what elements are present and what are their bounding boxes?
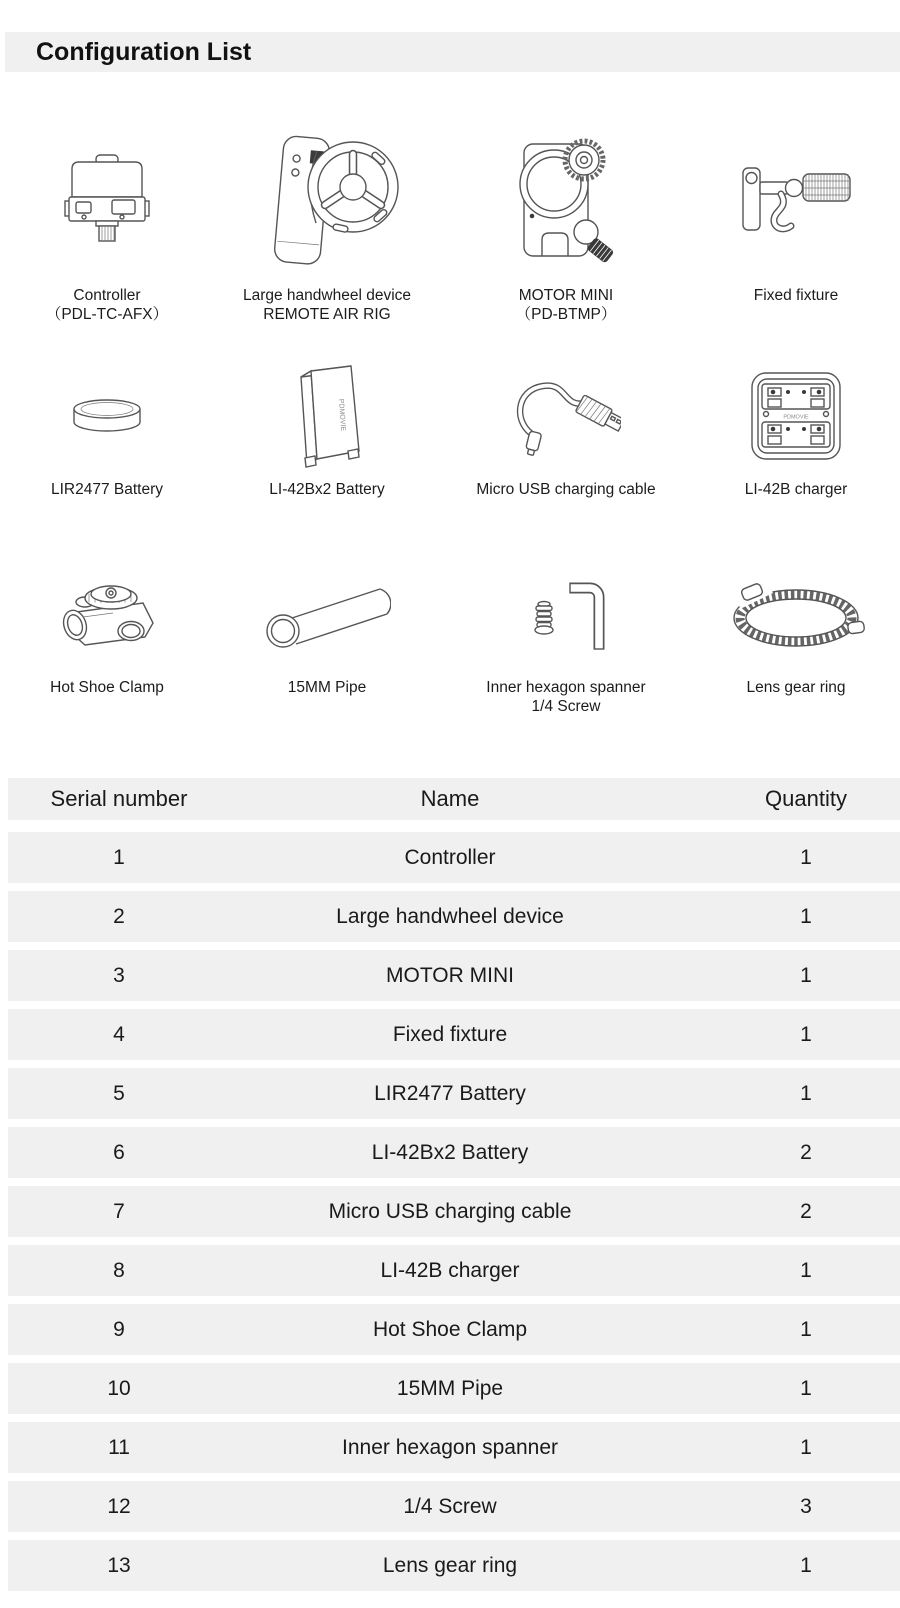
item-label: LI-42B charger	[744, 481, 848, 498]
serial-cell: 13	[107, 1553, 131, 1577]
page-title: Configuration List	[36, 38, 252, 66]
serial-cell: 3	[113, 963, 125, 987]
serial-cell: 12	[107, 1494, 131, 1518]
item-label: MOTOR MINI	[518, 287, 614, 304]
quantity-cell: 1	[800, 904, 812, 928]
name-cell: 1/4 Screw	[403, 1494, 497, 1518]
quantity-cell: 1	[800, 963, 812, 987]
item-pack-battery	[214, 358, 440, 500]
quantity-cell: 1	[800, 1081, 812, 1105]
table-row	[8, 950, 900, 1001]
quantity-cell: 1	[800, 1022, 812, 1046]
item-caption	[50, 678, 164, 697]
table-row	[8, 832, 900, 883]
item-sublabel: 1/4 Screw	[531, 698, 601, 715]
table-row	[8, 1009, 900, 1060]
hot-shoe-clamp-illustration-icon	[0, 562, 214, 672]
name-cell: MOTOR MINI	[386, 963, 514, 987]
item-charger	[692, 358, 900, 500]
pipe-illustration-icon	[214, 562, 440, 672]
items-row-1	[0, 120, 900, 323]
item-label: Fixed fixture	[753, 287, 839, 304]
serial-cell: 2	[113, 904, 125, 928]
table-row	[8, 1127, 900, 1178]
spanner-screw-illustration-icon	[440, 562, 692, 672]
item-motor-mini	[440, 120, 692, 324]
quantity-cell: 2	[800, 1199, 812, 1223]
item-caption	[476, 480, 655, 499]
quantity-cell: 1	[800, 845, 812, 869]
name-cell: Large handwheel device	[336, 904, 564, 928]
pack-battery-illustration-icon	[214, 358, 440, 474]
table-row	[8, 1068, 900, 1119]
quantity-cell: 1	[800, 1317, 812, 1341]
item-caption	[243, 286, 411, 324]
item-caption	[288, 678, 366, 697]
name-cell: Hot Shoe Clamp	[372, 1317, 528, 1341]
item-caption	[746, 678, 845, 697]
name-cell: 15MM Pipe	[396, 1376, 504, 1400]
items-row-2	[0, 358, 900, 500]
item-handwheel	[214, 120, 440, 324]
quantity-cell: 1	[800, 1435, 812, 1459]
name-cell: Lens gear ring	[382, 1553, 518, 1577]
table-row	[8, 1540, 900, 1591]
serial-cell: 11	[108, 1435, 130, 1459]
column-header-quantity: Quantity	[765, 786, 847, 811]
charger-brand-mark: PDMOVIE	[783, 414, 809, 421]
quantity-cell: 1	[800, 1376, 812, 1400]
item-caption	[486, 678, 645, 716]
serial-cell: 1	[113, 845, 125, 869]
item-usb-cable	[440, 358, 692, 500]
item-caption	[745, 480, 848, 499]
fixed-fixture-illustration-icon	[692, 120, 900, 280]
item-label: Large handwheel device	[242, 287, 412, 304]
item-caption	[46, 286, 168, 324]
motor-mini-illustration-icon	[440, 120, 692, 280]
quantity-cell: 1	[800, 1258, 812, 1282]
item-label: Micro USB charging cable	[476, 481, 656, 498]
coin-battery-illustration-icon	[0, 358, 214, 474]
item-label: Inner hexagon spanner	[486, 679, 646, 696]
item-label: LI-42Bx2 Battery	[269, 481, 385, 498]
item-caption	[51, 480, 163, 499]
usb-cable-illustration-icon	[440, 358, 692, 474]
item-sublabel: （PDL-TC-AFX）	[45, 306, 169, 323]
table-row	[8, 1304, 900, 1355]
controller-illustration-icon	[0, 120, 214, 280]
table-row	[8, 1186, 900, 1237]
serial-cell: 6	[113, 1140, 125, 1164]
item-caption	[516, 286, 617, 324]
item-sublabel: REMOTE AIR RIG	[263, 306, 391, 323]
table-row	[8, 891, 900, 942]
table-row	[8, 1245, 900, 1296]
item-label: Hot Shoe Clamp	[50, 679, 164, 696]
table-row	[8, 1363, 900, 1414]
serial-cell: 4	[113, 1022, 125, 1046]
serial-cell: 7	[113, 1199, 125, 1223]
serial-cell: 10	[107, 1376, 131, 1400]
quantity-cell: 3	[800, 1494, 812, 1518]
table-row	[8, 1481, 900, 1532]
name-cell: Controller	[404, 845, 496, 869]
column-header-name: Name	[420, 786, 480, 811]
name-cell: Micro USB charging cable	[328, 1199, 572, 1223]
name-cell: LIR2477 Battery	[374, 1081, 526, 1105]
serial-cell: 9	[113, 1317, 125, 1341]
item-label: Controller	[73, 287, 141, 304]
item-label: 15MM Pipe	[287, 679, 367, 696]
item-coin-battery	[0, 358, 214, 500]
item-fixed-fixture	[692, 120, 900, 324]
item-spanner-screw	[440, 562, 692, 716]
name-cell: LI-42Bx2 Battery	[371, 1140, 529, 1164]
column-header-serial-number: Serial number	[50, 786, 188, 811]
parts-table	[8, 778, 900, 1599]
items-row-3	[0, 562, 900, 714]
table-row	[8, 1422, 900, 1473]
quantity-cell: 1	[800, 1553, 812, 1577]
battery-brand-mark: PDMOVIE	[337, 398, 347, 432]
charger-illustration-icon	[692, 358, 900, 474]
name-cell: Inner hexagon spanner	[342, 1435, 558, 1459]
table-header-row	[8, 778, 900, 820]
item-label: Lens gear ring	[746, 679, 846, 696]
item-sublabel: （PD-BTMP）	[515, 306, 617, 323]
item-caption	[269, 480, 384, 499]
name-cell: LI-42B charger	[380, 1258, 520, 1282]
quantity-cell: 2	[800, 1140, 812, 1164]
item-pipe	[214, 562, 440, 716]
title-bar	[5, 32, 900, 72]
item-lens-gear-ring	[692, 562, 900, 716]
item-controller	[0, 120, 214, 324]
item-hot-shoe-clamp	[0, 562, 214, 716]
name-cell: Fixed fixture	[392, 1022, 508, 1046]
item-caption	[754, 286, 838, 305]
serial-cell: 8	[113, 1258, 125, 1282]
serial-cell: 5	[113, 1081, 125, 1105]
lens-gear-ring-illustration-icon	[692, 562, 900, 672]
item-label: LIR2477 Battery	[50, 481, 163, 498]
handwheel-illustration-icon	[214, 120, 440, 280]
